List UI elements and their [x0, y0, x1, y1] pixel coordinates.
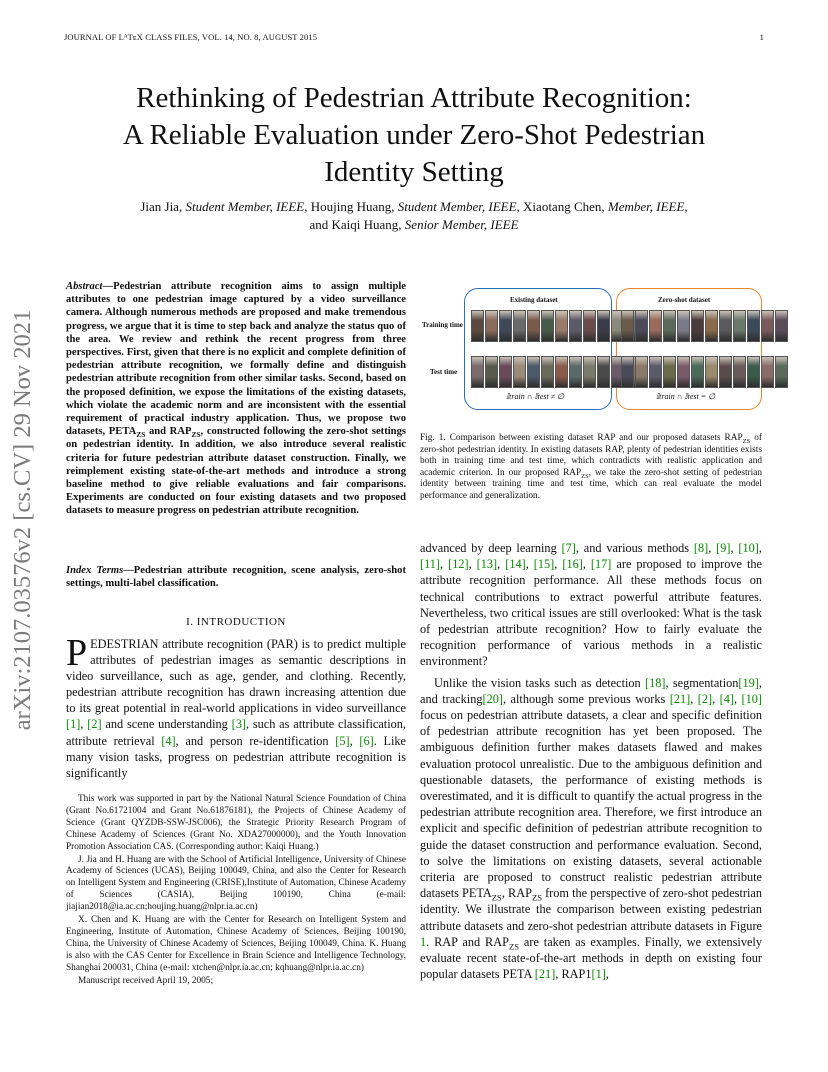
pedestrian-thumbnail — [597, 356, 610, 388]
separator: , — [440, 557, 449, 572]
body-text: , — [605, 967, 609, 982]
pedestrian-thumbnail — [499, 310, 512, 342]
pedestrian-thumbnail — [719, 356, 732, 388]
pedestrian-thumbnail — [691, 310, 704, 342]
arxiv-stamp[interactable]: arXiv:2107.03576v2 [cs.CV] 29 Nov 2021 — [9, 309, 36, 731]
pedestrian-thumbnail — [747, 356, 760, 388]
pedestrian-thumbnail — [733, 356, 746, 388]
abstract-label: Abstract — [66, 281, 103, 292]
pedestrian-thumbnail — [597, 310, 610, 342]
test-images-zero-shot — [621, 356, 788, 388]
author-line-1 — [60, 198, 768, 216]
abstract — [66, 280, 406, 518]
existing-dataset-label: Existing dataset — [510, 296, 558, 304]
pedestrian-thumbnail — [719, 310, 732, 342]
body-text: , RAP1 — [555, 967, 592, 982]
pedestrian-thumbnail — [761, 310, 774, 342]
citation-link[interactable]: [11] — [420, 557, 441, 572]
separator: , — [525, 557, 534, 572]
author-kaiqi-huang: and Kaiqi Huang, — [309, 217, 405, 232]
citation-link[interactable]: [8] — [693, 541, 709, 555]
pedestrian-thumbnail — [621, 356, 634, 388]
author-role: Student Member, IEEE, — [185, 199, 308, 214]
pedestrian-thumbnail — [677, 310, 690, 342]
training-images-zero-shot — [621, 310, 788, 342]
citation-link[interactable]: [16] — [562, 557, 583, 572]
intro-text: attribute recognition (PAR) is to predict multiple attributes of pedestrian images as semantic descriptions in video surveillance, such as age, gender, and clothing. Recently, pedestrian attribute recognition has drawn increasing attention due to its great potential in real-world applications in video surveillance — [66, 637, 406, 716]
citation-link[interactable]: [1] — [591, 967, 606, 982]
introduction-paragraph — [66, 632, 406, 781]
test-time-label: Test time — [430, 368, 458, 376]
zero-shot-dataset-label: Zero-shot dataset — [658, 296, 711, 304]
section-heading-introduction: I. INTRODUCTION — [186, 616, 286, 628]
pedestrian-thumbnail — [621, 310, 634, 342]
pedestrian-thumbnail — [649, 356, 662, 388]
caption-text: of zero-shot pedestrian identity. In existing datasets RAP, plenty of pedestrian identities exists both in training time and test time, which contradicts with realistic application and academic criterion. In our proposed RAP — [420, 433, 762, 478]
subscript-zs: ZS — [136, 430, 146, 440]
citation-link[interactable]: [18] — [644, 675, 666, 690]
pedestrian-thumbnail — [635, 356, 648, 388]
title-line-3: Identity Setting — [324, 156, 504, 188]
abstract-text: —Pedestrian attribute recognition aims to assign multiple attributes to one pedestrian image captured by a video surveillance camera. Although numerous methods are proposed and make tremendous progress, we argue that it is time to step back and analyze the status quo of the area. We review and rethink the recent progress from three perspectives. First, given that there is no explicit and complete definition of pedestrian attribute recognition, we formally define and distinguish pedestrian attribute recognition from other similar tasks. Second, based on the proposed definition, we expose the limitations of the existing datasets, which violate the academic norm and are inconsistent with the essential requirement of practical industry application. Thus, we propose two datasets, PETA — [66, 281, 406, 438]
pedestrian-thumbnail — [569, 310, 582, 342]
citation-link[interactable]: [2] — [87, 717, 102, 732]
author-role: Member, IEEE, — [607, 199, 688, 214]
right-column-body — [420, 540, 762, 987]
index-terms-text: —Pedestrian attribute recognition, scene analysis, zero-shot settings, multi-label classification. — [66, 565, 406, 590]
pedestrian-thumbnail — [471, 356, 484, 388]
caption-text: Fig. 1. Comparison between existing dataset RAP and our proposed datasets RAP — [420, 433, 743, 443]
footnotes — [66, 794, 406, 989]
intro-lead-word: EDESTRIAN — [90, 637, 159, 651]
subscript-zs: ZS — [491, 892, 502, 903]
body-text: are proposed to improve the attribute recognition performance. All these methods focus on technical contributions to extract powerful attribute features. Nevertheless, two critical issues are still overlooked: What is the task of pedestrian attribute recognition? How to fairly evaluate the recognition performance of various methods in a realistic environment? — [420, 557, 762, 669]
separator: , — [758, 541, 762, 555]
author-jian-jia: Jian Jia, — [140, 199, 186, 214]
subscript-zs: ZS — [742, 437, 751, 445]
pedestrian-thumbnail — [513, 356, 526, 388]
body-text: , RAP — [501, 886, 532, 901]
pedestrian-thumbnail — [513, 310, 526, 342]
citation-link[interactable]: [4] — [161, 733, 176, 748]
separator: , — [733, 691, 742, 706]
pedestrian-thumbnail — [541, 310, 554, 342]
running-header — [64, 32, 764, 42]
subscript-zs: ZS — [191, 430, 201, 440]
intro-text: , such as attribute classification, attribute retrieval — [66, 717, 406, 748]
author-houjing-huang: Houjing Huang, — [307, 199, 398, 214]
subscript-zs: ZS — [531, 892, 542, 903]
citation-link[interactable]: [15] — [533, 557, 555, 572]
author-list — [60, 198, 768, 234]
pedestrian-thumbnail — [775, 356, 788, 388]
index-terms — [66, 564, 406, 590]
citation-link[interactable]: [2] — [697, 691, 713, 706]
separator: , — [80, 717, 88, 732]
body-text: from the perspective of zero-shot pedestrian identity. We illustrate the comparison between existing pedestrian attribute datasets and zero-shot pedestrian attribute datasets in Figure — [420, 886, 762, 933]
formula-disjoint: 𝕀train ∩ 𝕀test = ∅ — [656, 392, 716, 401]
formula-overlap: 𝕀train ∩ 𝕀test ≠ ∅ — [506, 392, 565, 401]
separator: , — [468, 557, 477, 572]
citation-link[interactable]: [20] — [482, 691, 503, 706]
title-line-1: Rethinking of Pedestrian Attribute Recognition: — [136, 82, 692, 114]
pedestrian-thumbnail — [541, 356, 554, 388]
pedestrian-thumbnail — [663, 356, 676, 388]
citation-link[interactable]: [6] — [359, 733, 374, 748]
author-role: Student Member, IEEE, — [397, 199, 520, 214]
paper-title — [40, 80, 788, 191]
subscript-zs: ZS — [581, 472, 589, 480]
pedestrian-thumbnail — [555, 310, 568, 342]
pedestrian-thumbnail — [775, 310, 788, 342]
citation-link[interactable]: [12] — [448, 557, 469, 572]
training-time-label: Training time — [422, 321, 463, 329]
pedestrian-thumbnail — [485, 310, 498, 342]
body-text: , and various methods — [575, 541, 694, 555]
pedestrian-thumbnail — [555, 356, 568, 388]
body-text: advanced by deep learning — [420, 541, 562, 555]
intro-text: . Like many vision tasks, progress on pedestrian attribute recognition is significantly — [66, 733, 406, 780]
citation-link[interactable]: [21] — [669, 691, 691, 706]
citation-link[interactable]: [10] — [741, 691, 762, 706]
figure-reference-link[interactable]: 1 — [420, 934, 427, 949]
drop-cap: P — [66, 632, 88, 674]
abstract-text: , constructed following the zero-shot settings on pedestrian identity. In addition, we also introduce several realistic criteria for future pedestrian attribute dataset construction. Finally, we reimplement existing state-of-the-art methods and introduce a strong baseline method to give reliable evaluations and fair comparisons. Experiments are conducted on four existing datasets and two proposed datasets to measure progress on pedestrian attribute recognition. — [66, 426, 406, 517]
pedestrian-thumbnail — [761, 356, 774, 388]
test-images-existing — [471, 356, 638, 388]
author-line-2 — [60, 216, 768, 234]
separator: , — [497, 557, 506, 572]
page-number: 1 — [759, 32, 764, 42]
citation-link[interactable]: [19] — [738, 675, 759, 690]
citation-link[interactable]: [21] — [534, 967, 556, 982]
separator: , — [349, 733, 360, 748]
citation-link[interactable]: [10] — [738, 541, 759, 555]
citation-link[interactable]: [4] — [719, 691, 734, 706]
pedestrian-thumbnail — [705, 310, 718, 342]
intro-text: and scene understanding — [101, 717, 232, 732]
body-text: , segmentation — [665, 675, 739, 690]
separator: , — [554, 557, 563, 572]
separator: , — [582, 557, 591, 572]
body-text: , although some previous works — [503, 691, 670, 706]
pedestrian-thumbnail — [583, 310, 596, 342]
pedestrian-thumbnail — [691, 356, 704, 388]
pedestrian-thumbnail — [527, 310, 540, 342]
citation-link[interactable]: [17] — [590, 557, 612, 572]
pedestrian-thumbnail — [705, 356, 718, 388]
pedestrian-thumbnail — [527, 356, 540, 388]
intro-text: , and person re-identification — [175, 733, 336, 748]
journal-name: JOURNAL OF LᴬTᴇX CLASS FILES, VOL. 14, NO. 8, AUGUST 2015 — [64, 32, 318, 42]
separator: , — [690, 691, 698, 706]
pedestrian-thumbnail — [499, 356, 512, 388]
pedestrian-thumbnail — [663, 310, 676, 342]
title-line-2: A Reliable Evaluation under Zero-Shot Pedestrian — [122, 119, 706, 151]
pedestrian-thumbnail — [677, 356, 690, 388]
body-text: are taken as examples. Finally, we extensively evaluate recent state-of-the-art methods in depth on existing four popular datasets PETA — [420, 934, 762, 982]
pedestrian-thumbnail — [569, 356, 582, 388]
citation-link[interactable]: [9] — [716, 541, 731, 555]
citation-link[interactable]: [3] — [231, 717, 246, 732]
pedestrian-thumbnail — [583, 356, 596, 388]
arxiv-stamp-container — [1, 280, 45, 760]
footnote-manuscript: Manuscript received April 19, 2005; — [78, 975, 214, 986]
separator: , — [730, 541, 739, 555]
figure-1 — [420, 286, 762, 414]
citation-link[interactable]: [7] — [561, 541, 576, 555]
subscript-zs: ZS — [508, 941, 520, 952]
author-role: Senior Member, IEEE — [404, 217, 519, 232]
footnote-affiliation-1: J. Jia and H. Huang are with the School of Artificial Intelligence, University of Chinese Academy of Sciences (UCAS), Beijing 100049, China, and also the Center for Research on Intelligent System and Engineering (CRISE),Institute of Automation, Chinese Academy of Sciences (CASIA), Beijing 100190, China (e-mail: jiajian2018@ia.ac.cn;houjing.huang@nlpr.ia.ac.cn) — [66, 854, 406, 913]
index-terms-label: Index Terms — [66, 565, 124, 576]
pedestrian-thumbnail — [747, 310, 760, 342]
body-text: focus on pedestrian attribute datasets, a clear and specific definition of pedestrian attribute recognition has yet been proposed. The ambiguous definition further makes datasets flawed and makes evaluation protocol unrealistic. Due to the ambiguous definition and questionable datasets, the performance of existing methods is overestimated, and it is difficult to quantify the actual progress in the pedestrian attribute recognition area. Therefore, we first introduce an explicit and specific definition of pedestrian attribute recognition to guide the dataset construction and performance evaluation. Second, to solve the limitations on existing datasets, several actionable criteria are proposed to construct realistic pedestrian attribute datasets PETA — [420, 708, 762, 901]
body-text: , and tracking — [420, 675, 762, 706]
body-paragraph-2 — [420, 675, 762, 983]
abstract-text: and RAP — [145, 426, 192, 438]
citation-link[interactable]: [13] — [476, 557, 498, 572]
citation-link[interactable]: [14] — [505, 557, 526, 572]
pedestrian-thumbnail — [649, 310, 662, 342]
pedestrian-thumbnail — [485, 356, 498, 388]
caption-text: , we take the zero-shot setting of pedestrian identity between training time and test time, which can real evaluate the model performance and generalization. — [420, 467, 762, 501]
separator: , — [708, 541, 717, 555]
figure-caption — [420, 433, 762, 503]
footnote-funding: This work was supported in part by the National Natural Science Foundation of China (Grant No.61721004 and Grant No.61876181), the Projects of Chinese Academy of Science (Grant QYZDB-SSW-JSC006), the Strategic Priority Research Program of Chinese Academy of Sciences (Grant No. XDA27000000), and the Youth Innovation Promotion Association CAS. (Corresponding author: Kaiqi Huang.) — [66, 794, 406, 852]
pedestrian-thumbnail — [471, 310, 484, 342]
citation-link[interactable]: [5] — [335, 733, 350, 748]
citation-link[interactable]: [1] — [66, 717, 81, 732]
body-text: . RAP and RAP — [426, 934, 509, 949]
body-text: Unlike the vision tasks such as detection — [434, 675, 645, 690]
body-paragraph-1 — [420, 540, 762, 670]
footnote-affiliation-2: X. Chen and K. Huang are with the Center for Research on Intelligent System and Engineering, Institute of Automation, Chinese Academy of Sciences, Beijing 100190, China, the University of Chinese Academy of Sciences, Beijing 100049, China. K. Huang is also with the CAS Center for Excellence in Brain Science and Intelligence Technology, Shanghai 200031, China (e-mail: xtchen@nlpr.ia.ac.cn; kqhuang@nlpr.ia.ac.cn) — [66, 915, 406, 973]
separator: , — [712, 691, 720, 706]
author-xiaotang-chen: Xiaotang Chen, — [519, 199, 608, 214]
pedestrian-thumbnail — [733, 310, 746, 342]
pedestrian-thumbnail — [635, 310, 648, 342]
training-images-existing — [471, 310, 638, 342]
